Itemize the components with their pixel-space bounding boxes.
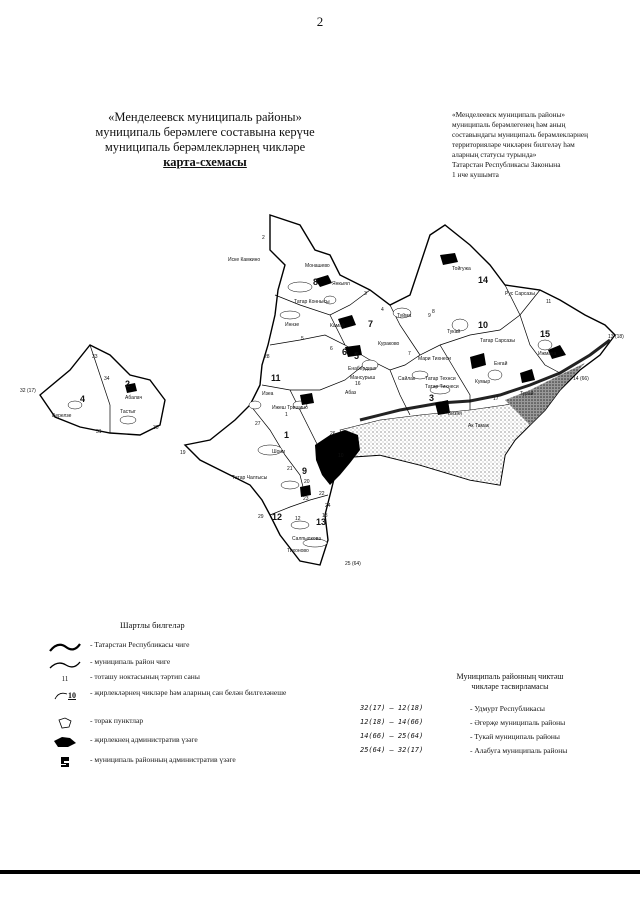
- boundary-code: 32(17) – 12(18): [360, 704, 424, 712]
- scan-edge-bar: [0, 870, 640, 874]
- settlement-label: Тойгужа: [452, 266, 471, 272]
- boundary-row: [360, 732, 630, 741]
- district-boundary-icon: [40, 657, 90, 671]
- note-line: «Менделеевск муниципаль районы»: [452, 110, 566, 119]
- point-number: 13: [322, 513, 328, 519]
- boundary-name: - Удмурт Республикасы: [470, 704, 545, 713]
- district-number: 15: [540, 329, 551, 339]
- settlement-label: Иннзе: [285, 322, 300, 328]
- settlement-outline-icon: [40, 716, 90, 730]
- point-number: 30: [153, 425, 159, 431]
- law-note: [452, 110, 627, 180]
- settlement-label: Бизәя: [448, 411, 462, 417]
- settlement-label: Камай: [330, 323, 345, 329]
- point-number: 16: [355, 381, 361, 387]
- point-number: 12: [295, 516, 301, 522]
- legend-label: - муниципаль район чиге: [90, 657, 171, 666]
- admin-center-icon: [40, 735, 90, 749]
- point-number: 8: [432, 309, 435, 315]
- boundary-code: 14(66) – 25(64): [360, 732, 424, 740]
- note-line: Татарстан Республикасы Законына: [452, 160, 561, 169]
- district-number: 14: [478, 275, 489, 285]
- point-number: 21: [287, 466, 293, 472]
- boundary-row: [360, 718, 630, 727]
- settlement-label: Кураково: [378, 341, 400, 347]
- legend-item: [40, 640, 370, 654]
- point-number: 31: [96, 429, 102, 435]
- point-number: 29: [258, 514, 264, 520]
- settlement-label: Изеа: [262, 391, 274, 397]
- settlement-label: Салпылкова: [292, 536, 321, 542]
- settlement-label: Рус Сарсазы: [505, 291, 536, 297]
- legend-label: - торак пунктлар: [90, 716, 144, 725]
- district-number: 8: [313, 277, 319, 287]
- note-line: аларның статусы турында»: [452, 150, 537, 159]
- legend-label: - муниципаль районның административ үзәге: [90, 755, 236, 764]
- settlement-label: Монашево: [305, 263, 330, 269]
- district-number: 7: [368, 319, 374, 329]
- settlement-label: Татар Чалгысы: [232, 475, 268, 481]
- edge-code: 14 (66): [573, 376, 589, 382]
- boundary-row: [360, 746, 630, 755]
- settlement-label: Татар Тихнеси: [425, 384, 459, 390]
- legend-label: - җирлекнең административ үзәге: [90, 735, 198, 744]
- title-line-1: «Менделеевск муниципаль районы»: [108, 110, 302, 124]
- point-number: 26: [330, 431, 336, 437]
- title-line-3: муниципаль берәмлекләрнең чикләре: [104, 140, 306, 154]
- settlement-label: Туйма: [397, 313, 412, 319]
- point-number: 6: [330, 346, 333, 352]
- settlement-label: Ижмака: [538, 351, 557, 357]
- rep-boundary-icon: [40, 640, 90, 654]
- point-number: 4: [381, 307, 384, 313]
- legend-item: [40, 755, 370, 769]
- point-number: 1: [285, 412, 288, 418]
- boundary-code: 12(18) – 14(66): [360, 718, 424, 726]
- settlement-label: Татар Технси: [425, 376, 456, 382]
- settlement-label: Абалач: [125, 395, 143, 401]
- settlement-label: Мансурыш: [350, 375, 376, 381]
- point-number: 28: [264, 354, 270, 360]
- point-number: 7: [408, 351, 411, 357]
- settlement-label: Ак Тамак: [468, 423, 489, 429]
- settlement-label: Янкыял: [332, 281, 350, 287]
- page-number: 2: [316, 14, 324, 29]
- point-number: 34: [104, 376, 110, 382]
- boundary-table-title: [400, 672, 620, 692]
- settlement-label: Мари Тихнеси: [418, 356, 451, 362]
- point-number: 9: [428, 313, 431, 319]
- settlement-label: Тукай: [447, 329, 461, 335]
- point-number: 17: [493, 396, 499, 402]
- legend-item: [40, 735, 370, 749]
- legend-item: [40, 716, 370, 730]
- point-number: 20: [304, 479, 310, 485]
- settlement-label: Татар Коннысы: [294, 299, 330, 305]
- legend-item: [40, 688, 370, 702]
- district-number: 1: [284, 430, 290, 440]
- district-number: 10: [478, 320, 489, 330]
- district-number: 12: [272, 512, 283, 522]
- district-number: 11: [271, 373, 281, 383]
- legend-title: Шартлы билгеләр: [120, 620, 185, 630]
- point-number: 19: [180, 450, 186, 456]
- point-number: 2: [262, 235, 265, 241]
- settlement-label: Иске Камкино: [228, 257, 261, 263]
- note-line: территорияләре чикләрен билгеләү һәм: [452, 140, 575, 149]
- title-line-2: муниципаль берәмлеге составына керүче: [95, 125, 315, 139]
- point-number: 5: [301, 336, 304, 342]
- district-admin-center-icon: [40, 755, 90, 769]
- point-number: 33: [92, 354, 98, 360]
- settlement-label: Татар Сарсазы: [480, 338, 516, 344]
- boundary-row: [360, 704, 630, 713]
- settlement-label: Енгай: [494, 361, 508, 367]
- point-number: 22: [319, 491, 325, 497]
- district-number: 2: [125, 379, 131, 389]
- district-number: 9: [302, 466, 308, 476]
- point-number: 10: [338, 453, 344, 459]
- boundary-name: - Тукай муниципаль районы: [470, 732, 560, 741]
- settlement-label: Сайлак: [398, 376, 416, 382]
- note-line: 1 нче кушымта: [452, 170, 499, 179]
- boundary-title-line-1: Муниципаль районның чиктәш: [456, 672, 564, 681]
- district-number: 3: [429, 393, 435, 403]
- legend-item: [40, 672, 370, 686]
- point-number: 3: [364, 291, 367, 297]
- boundary-name: - Әгерҗе муниципаль районы: [470, 718, 566, 727]
- settlement-boundary-icon: 10: [40, 688, 90, 702]
- boundary-code: 25(64) – 32(17): [360, 746, 424, 754]
- note-line: составындагы муниципаль берәмлекләрнең: [452, 130, 588, 139]
- settlement-label: Верелзе: [52, 413, 72, 419]
- settlement-label: Шони: [272, 449, 285, 455]
- settlement-label: Ижеш Тришино: [272, 405, 308, 411]
- settlement-label: Енабердино: [348, 366, 377, 372]
- point-number: 24: [325, 503, 331, 509]
- district-number: 13: [316, 517, 327, 527]
- legend-label: - Татарстан Республикасы чиге: [90, 640, 190, 649]
- settlement-label: Тихоново: [287, 548, 309, 554]
- west-lobe: [40, 345, 165, 435]
- settlement-label: Турай: [520, 391, 534, 397]
- district-number: 6: [342, 347, 348, 357]
- point-number: 11: [546, 299, 552, 305]
- boundary-name: - Алабуга муниципаль районы: [470, 746, 568, 755]
- legend-item: [40, 657, 370, 671]
- settlement-label: Тастыг: [120, 409, 136, 415]
- note-line: муниципаль берәмлегенең һәм аның: [452, 120, 566, 129]
- boundary-title-line-2: чикләре тасвирламасы: [471, 682, 549, 691]
- point-number: 23: [303, 496, 309, 502]
- edge-code: 13 (18): [608, 334, 624, 340]
- edge-code: 25 (64): [345, 561, 361, 567]
- edge-code: 32 (17): [20, 388, 36, 394]
- page-title: [60, 110, 350, 170]
- title-line-4: карта-схемасы: [163, 155, 247, 169]
- district-number: 4: [80, 394, 86, 404]
- settlement-label: Кумыр: [475, 379, 491, 385]
- legend-label: - җирлекләрнең чикләре һәм аларның сан белән билгеләнеше: [90, 688, 287, 697]
- settlement-label: Абаз: [345, 390, 357, 396]
- legend-label: - тоташу ноктасының тәртип саны: [90, 672, 200, 681]
- district-map: [0, 195, 640, 585]
- district-number: 5: [354, 351, 360, 361]
- point-number: 27: [255, 421, 261, 427]
- point-number-icon: 11: [61, 675, 69, 683]
